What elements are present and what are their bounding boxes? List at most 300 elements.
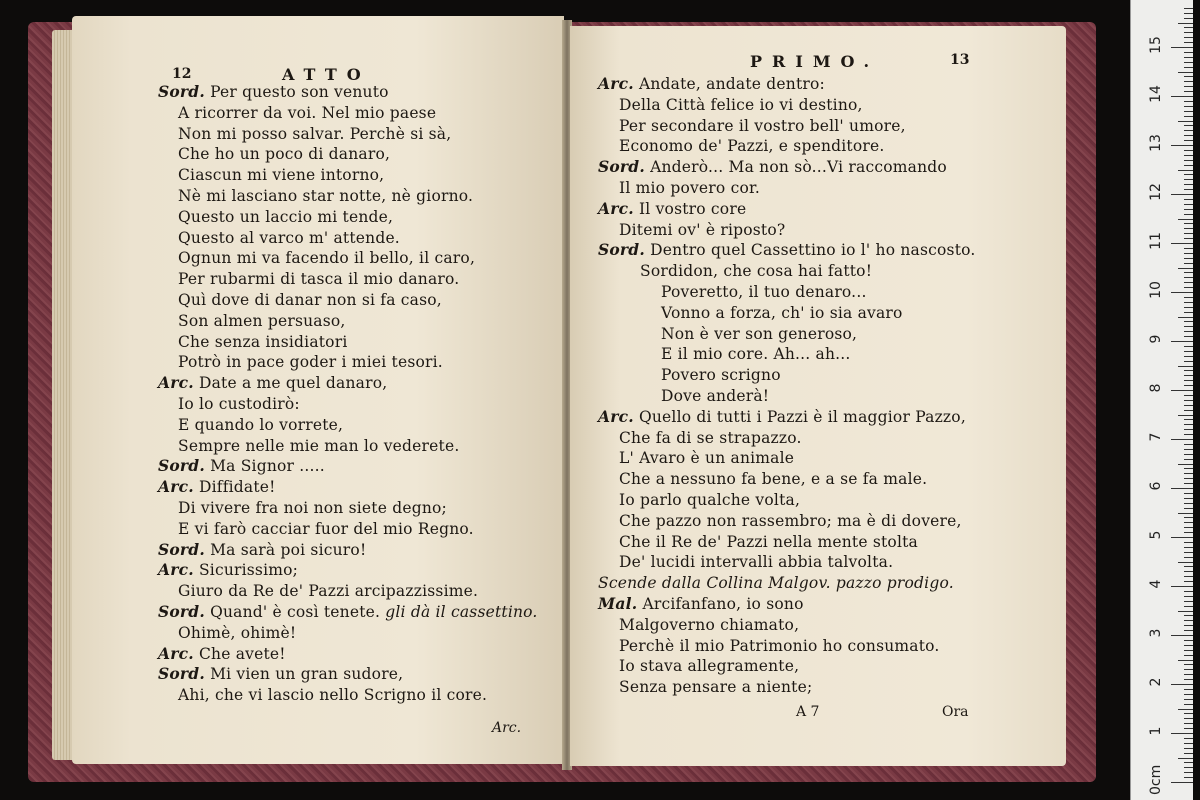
ruler-tick <box>1184 473 1193 474</box>
ruler-tick <box>1178 170 1193 171</box>
ruler-tick <box>1184 483 1193 484</box>
ruler-tick <box>1184 459 1193 460</box>
ruler-tick <box>1184 723 1193 724</box>
ruler-label: 15 <box>1148 36 1164 54</box>
ruler-tick <box>1178 23 1193 24</box>
ruler-tick <box>1184 263 1193 264</box>
verse-text: Ognun mi va facendo il bello, il caro, <box>178 249 476 268</box>
text-line <box>619 469 927 489</box>
verse-text: Quì dove di danar non si fa caso, <box>178 291 442 309</box>
ruler-label: 9 <box>1148 334 1164 344</box>
ruler-tick <box>1184 165 1193 166</box>
verse-text: Son almen persuaso, <box>178 311 346 330</box>
text-line <box>158 373 387 393</box>
verse-text: Il vostro core <box>638 199 747 218</box>
running-header: PRIMO. <box>750 52 880 71</box>
text-line <box>598 157 947 177</box>
ruler-tick <box>1184 777 1193 778</box>
ruler-tick <box>1184 694 1193 695</box>
ruler-tick <box>1184 204 1193 205</box>
ruler-tick <box>1184 233 1193 234</box>
text-line <box>598 199 746 219</box>
text-line <box>178 269 459 289</box>
ruler-tick <box>1184 150 1193 151</box>
text-line <box>158 602 538 622</box>
stage-direction: gli dà il cassettino. <box>380 603 538 621</box>
ruler-label: 3 <box>1148 628 1164 638</box>
verse-text: Per questo son venuto <box>210 83 389 101</box>
ruler-tick <box>1184 312 1193 313</box>
ruler-tick <box>1184 591 1193 592</box>
ruler-tick <box>1178 121 1193 122</box>
verse-text: Questo al varco m' attende. <box>178 228 400 247</box>
ruler-label: 14 <box>1148 85 1164 103</box>
ruler-tick <box>1171 47 1193 48</box>
verse-text: Sordidon, che cosa hai fatto! <box>640 262 873 281</box>
ruler-label: 4 <box>1148 579 1164 589</box>
ruler-tick <box>1184 130 1193 131</box>
verse-text: Ciascun mi viene intorno, <box>178 166 385 185</box>
ruler-label: 2 <box>1148 677 1164 687</box>
text-line <box>178 436 459 456</box>
verse-text: Io stava allegramente, <box>619 657 800 676</box>
text-line <box>158 560 298 580</box>
page-number: 13 <box>950 52 970 68</box>
ruler-tick <box>1184 664 1193 665</box>
ruler-tick <box>1184 106 1193 107</box>
verse-text: Che fa di se strapazzo. <box>619 428 802 447</box>
text-line <box>178 144 390 164</box>
ruler-tick <box>1184 52 1193 53</box>
verse-text: Ma Signor ..... <box>210 457 325 476</box>
ruler-tick <box>1171 684 1193 685</box>
ruler-tick <box>1184 76 1193 77</box>
verse-text: Senza pensare a niente; <box>619 678 813 697</box>
running-header: ATTO <box>282 65 371 84</box>
verse-text: Non mi posso salvar. Perchè si sà, <box>178 124 452 143</box>
ruler-label: 12 <box>1148 183 1164 201</box>
verse-text: De' lucidi intervalli abbia talvolta. <box>619 553 894 572</box>
text-line <box>661 324 857 344</box>
text-line <box>640 261 872 281</box>
verse-text: Anderò... Ma non sò...Vi raccomando <box>650 158 947 177</box>
text-line <box>178 103 436 123</box>
ruler-tick <box>1184 13 1193 14</box>
ruler-tick <box>1171 537 1193 538</box>
ruler-tick <box>1184 400 1193 401</box>
ruler-tick <box>1184 160 1193 161</box>
ruler-tick <box>1184 601 1193 602</box>
ruler-tick <box>1178 660 1193 661</box>
ruler-tick <box>1184 18 1193 19</box>
text-line <box>178 581 478 601</box>
text-line <box>619 615 799 635</box>
ruler-tick <box>1171 390 1193 391</box>
verse-text: Sicurissimo; <box>198 561 299 580</box>
verse-text: Per rubarmi di tasca il mio danaro. <box>178 270 460 289</box>
ruler-tick <box>1171 488 1193 489</box>
verse-text: Non è ver son generoso, <box>661 324 858 343</box>
ruler-tick <box>1184 454 1193 455</box>
text-line <box>661 282 867 302</box>
speaker-label: Arc. <box>598 198 634 218</box>
catchword: Arc. <box>492 720 522 736</box>
verse-text: A ricorrer da voi. Nel mio paese <box>178 103 437 122</box>
ruler-tick <box>1184 272 1193 273</box>
page-number: 12 <box>172 66 192 82</box>
ruler-tick <box>1184 449 1193 450</box>
verse-text: Ditemi ov' è riposto? <box>619 220 786 239</box>
ruler-tick <box>1184 331 1193 332</box>
ruler-tick <box>1184 297 1193 298</box>
ruler-tick <box>1184 743 1193 744</box>
text-line <box>619 656 799 676</box>
verse-text: Per secondare il vostro bell' umore, <box>619 116 906 135</box>
text-line <box>178 165 384 185</box>
ruler-tick <box>1184 135 1193 136</box>
ruler-tick <box>1184 444 1193 445</box>
ruler-tick <box>1184 62 1193 63</box>
speaker-label: Sord. <box>158 602 205 621</box>
ruler-label: 1 <box>1148 726 1164 736</box>
verse-text: Poveretto, il tuo denaro... <box>661 283 867 301</box>
ruler-tick <box>1184 223 1193 224</box>
text-line <box>178 498 447 518</box>
text-line <box>619 552 893 572</box>
ruler-tick <box>1184 214 1193 215</box>
ruler-tick <box>1184 557 1193 558</box>
verse-text: Dentro quel Cassettino io l' ho nascosto. <box>650 241 976 260</box>
ruler-label: 13 <box>1148 134 1164 152</box>
text-line <box>661 386 769 406</box>
ruler-tick <box>1184 606 1193 607</box>
verse-text: Vonno a forza, ch' io sia avaro <box>661 303 903 322</box>
signature-mark: A 7 <box>796 704 820 720</box>
speaker-label: Sord. <box>158 82 205 101</box>
text-line <box>619 490 800 510</box>
ruler-tick <box>1184 517 1193 518</box>
ruler-tick <box>1184 527 1193 528</box>
verse-text: Quand' è così tenete. <box>210 603 381 621</box>
ruler-tick <box>1178 415 1193 416</box>
ruler-tick <box>1178 709 1193 710</box>
ruler-tick <box>1184 248 1193 249</box>
text-line <box>619 636 940 656</box>
verse-text: L' Avaro è un animale <box>619 449 795 468</box>
ruler-tick <box>1184 277 1193 278</box>
ruler-tick <box>1184 91 1193 92</box>
ruler-tick <box>1184 625 1193 626</box>
ruler-tick <box>1184 468 1193 469</box>
speaker-label: Sord. <box>158 456 205 476</box>
ruler-tick <box>1184 419 1193 420</box>
text-line <box>619 116 906 136</box>
ruler-tick <box>1184 321 1193 322</box>
ruler-tick <box>1184 375 1193 376</box>
ruler-tick <box>1184 287 1193 288</box>
verse-text: Economo de' Pazzi, e spenditore. <box>619 137 885 156</box>
ruler-tick <box>1184 326 1193 327</box>
verse-text: Che a nessuno fa bene, e a se fa male. <box>619 470 928 489</box>
ruler-tick <box>1184 410 1193 411</box>
ruler-tick <box>1184 155 1193 156</box>
text-line <box>178 228 400 248</box>
text-line <box>619 136 884 156</box>
text-line <box>598 594 804 614</box>
text-line <box>178 311 346 331</box>
verse-text: Povero scrigno <box>661 366 781 385</box>
verse-text: Date a me quel danaro, <box>198 374 388 393</box>
ruler-tick <box>1184 655 1193 656</box>
ruler-tick <box>1184 140 1193 141</box>
text-line <box>178 519 474 539</box>
right-page <box>570 26 1066 766</box>
ruler-tick <box>1184 125 1193 126</box>
ruler-tick <box>1184 566 1193 567</box>
verse-text: Di vivere fra noi non siete degno; <box>178 499 447 517</box>
speaker-label: Arc. <box>598 74 634 93</box>
ruler-tick <box>1184 228 1193 229</box>
text-line <box>661 303 903 323</box>
ruler-tick <box>1184 57 1193 58</box>
verse-text: Potrò in pace goder i miei tesori. <box>178 353 443 372</box>
text-line <box>178 394 300 414</box>
text-line <box>178 352 443 372</box>
ruler-tick <box>1184 689 1193 690</box>
verse-text: Che senza insidiatori <box>178 332 348 351</box>
ruler-tick <box>1184 346 1193 347</box>
ruler-tick <box>1184 503 1193 504</box>
ruler-label: 5 <box>1148 530 1164 540</box>
speaker-label: Mal. <box>598 594 638 613</box>
ruler-tick <box>1184 302 1193 303</box>
text-line <box>158 82 389 102</box>
ruler-tick <box>1184 478 1193 479</box>
speaker-label: Arc. <box>598 406 634 426</box>
ruler-tick <box>1184 184 1193 185</box>
text-line <box>178 290 442 310</box>
ruler-tick <box>1184 728 1193 729</box>
ruler-tick <box>1184 42 1193 43</box>
ruler-tick <box>1184 307 1193 308</box>
verse-text: Perchè il mio Patrimonio ho consumato. <box>619 636 940 655</box>
verse-text: Ohimè, ohimè! <box>178 623 297 642</box>
speaker-label: Sord. <box>598 157 645 177</box>
catchword: Ora <box>942 704 969 720</box>
stage-direction: Scende dalla Collina Malgov. pazzo prodigo. <box>598 574 954 593</box>
text-line <box>619 178 760 198</box>
text-line <box>158 644 286 664</box>
ruler-tick <box>1184 620 1193 621</box>
speaker-label: Sord. <box>158 664 205 684</box>
text-line <box>619 532 918 552</box>
text-line <box>178 332 348 352</box>
verse-text: E quando lo vorrete, <box>178 415 344 434</box>
ruler-tick <box>1184 713 1193 714</box>
ruler-tick <box>1171 733 1193 734</box>
ruler-tick <box>1184 385 1193 386</box>
ruler-tick <box>1171 292 1193 293</box>
verse-text: E il mio core. Ah... ah... <box>661 345 851 364</box>
verse-text: Dove anderà! <box>661 387 770 405</box>
ruler-tick <box>1184 669 1193 670</box>
ruler-tick <box>1171 341 1193 342</box>
ruler-tick <box>1184 699 1193 700</box>
ruler-label: 6 <box>1148 481 1164 491</box>
ruler-tick <box>1184 753 1193 754</box>
ruler-tick <box>1184 395 1193 396</box>
ruler-tick <box>1184 336 1193 337</box>
ruler-tick <box>1184 645 1193 646</box>
text-line <box>619 220 785 240</box>
ruler-tick <box>1184 532 1193 533</box>
ruler-tick <box>1171 96 1193 97</box>
ruler-tick <box>1184 101 1193 102</box>
ruler-tick <box>1184 380 1193 381</box>
ruler-tick <box>1184 258 1193 259</box>
text-line <box>598 573 954 593</box>
verse-text: Ma sarà poi sicuro! <box>210 540 367 559</box>
verse-text: Io lo custodirò: <box>178 395 300 413</box>
ruler-tick <box>1171 439 1193 440</box>
verse-text: Quello di tutti i Pazzi è il maggior Pazzo, <box>638 407 966 426</box>
ruler-tick <box>1184 596 1193 597</box>
text-line <box>178 124 451 144</box>
ruler-tick <box>1171 194 1193 195</box>
ruler-tick <box>1184 429 1193 430</box>
verse-text: Mi vien un gran sudore, <box>210 665 404 684</box>
text-line <box>619 95 863 115</box>
verse-text: Diffidate! <box>198 478 276 497</box>
text-line <box>178 248 475 268</box>
text-line <box>158 540 366 560</box>
ruler-tick <box>1171 635 1193 636</box>
ruler-tick <box>1184 238 1193 239</box>
speaker-label: Sord. <box>158 539 205 559</box>
ruler-tick <box>1184 552 1193 553</box>
ruler-tick <box>1184 679 1193 680</box>
ruler-tick <box>1178 72 1193 73</box>
ruler-tick <box>1184 650 1193 651</box>
ruler-tick <box>1184 37 1193 38</box>
text-line <box>178 415 343 435</box>
ruler-tick <box>1178 464 1193 465</box>
ruler-label: 11 <box>1148 232 1164 250</box>
ruler-tick <box>1184 8 1193 9</box>
measurement-ruler <box>1130 0 1193 800</box>
text-line <box>619 511 962 531</box>
ruler-tick <box>1184 282 1193 283</box>
ruler-tick <box>1184 581 1193 582</box>
ruler-tick <box>1178 268 1193 269</box>
speaker-label: Arc. <box>158 373 194 393</box>
text-line <box>158 456 325 476</box>
ruler-tick <box>1184 405 1193 406</box>
ruler-tick <box>1184 767 1193 768</box>
ruler-tick <box>1184 542 1193 543</box>
ruler-tick <box>1184 571 1193 572</box>
ruler-tick <box>1184 704 1193 705</box>
ruler-tick <box>1184 86 1193 87</box>
ruler-tick <box>1184 361 1193 362</box>
ruler-tick <box>1184 615 1193 616</box>
ruler-tick <box>1184 253 1193 254</box>
ruler-tick <box>1184 640 1193 641</box>
ruler-tick <box>1178 219 1193 220</box>
ruler-tick <box>1184 522 1193 523</box>
ruler-tick <box>1178 611 1193 612</box>
text-line <box>598 240 976 260</box>
verse-text: Andate, andate dentro: <box>638 75 825 93</box>
verse-text: E vi farò cacciar fuor del mio Regno. <box>178 519 474 538</box>
verse-text: Che il Re de' Pazzi nella mente stolta <box>619 532 918 551</box>
text-line <box>178 186 473 206</box>
ruler-tick <box>1184 116 1193 117</box>
text-line <box>619 428 802 448</box>
verse-text: Giuro da Re de' Pazzi arcipazzissime. <box>178 582 479 601</box>
text-line <box>619 677 812 697</box>
text-line <box>158 477 276 497</box>
ruler-tick <box>1184 81 1193 82</box>
speaker-label: Arc. <box>158 560 194 580</box>
ruler-tick <box>1184 67 1193 68</box>
ruler-tick <box>1184 174 1193 175</box>
text-line <box>598 407 966 427</box>
verse-text: Questo un laccio mi tende, <box>178 207 394 226</box>
ruler-tick <box>1184 718 1193 719</box>
text-line <box>661 365 781 385</box>
ruler-tick <box>1184 424 1193 425</box>
ruler-tick <box>1184 762 1193 763</box>
ruler-label: 10 <box>1148 281 1164 299</box>
ruler-tick <box>1171 243 1193 244</box>
ruler-tick <box>1184 356 1193 357</box>
verse-text: Sempre nelle mie man lo vederete. <box>178 436 460 455</box>
ruler-label: 0cm <box>1148 764 1164 795</box>
verse-text: Ahi, che vi lascio nello Scrigno il core. <box>178 686 488 705</box>
ruler-tick <box>1184 209 1193 210</box>
text-line <box>178 623 296 643</box>
ruler-tick <box>1184 493 1193 494</box>
ruler-tick <box>1178 562 1193 563</box>
text-line <box>661 344 851 364</box>
verse-text: Io parlo qualche volta, <box>619 491 801 509</box>
ruler-tick <box>1184 32 1193 33</box>
ruler-tick <box>1178 758 1193 759</box>
ruler-tick <box>1184 576 1193 577</box>
ruler-tick <box>1184 27 1193 28</box>
ruler-tick <box>1178 317 1193 318</box>
ruler-tick <box>1171 145 1193 146</box>
ruler-tick <box>1184 370 1193 371</box>
ruler-tick <box>1184 738 1193 739</box>
text-line <box>598 74 825 94</box>
verse-text: Malgoverno chiamato, <box>619 615 800 634</box>
left-page <box>72 16 564 764</box>
ruler-label: 7 <box>1148 432 1164 442</box>
ruler-tick <box>1178 366 1193 367</box>
ruler-tick <box>1178 513 1193 514</box>
speaker-label: Arc. <box>158 477 194 497</box>
speaker-label: Sord. <box>598 240 645 260</box>
ruler-tick <box>1184 498 1193 499</box>
text-line <box>619 448 794 468</box>
ruler-tick <box>1184 748 1193 749</box>
ruler-tick <box>1184 189 1193 190</box>
ruler-tick <box>1171 586 1193 587</box>
verse-text: Che avete! <box>198 644 286 663</box>
ruler-tick <box>1184 199 1193 200</box>
